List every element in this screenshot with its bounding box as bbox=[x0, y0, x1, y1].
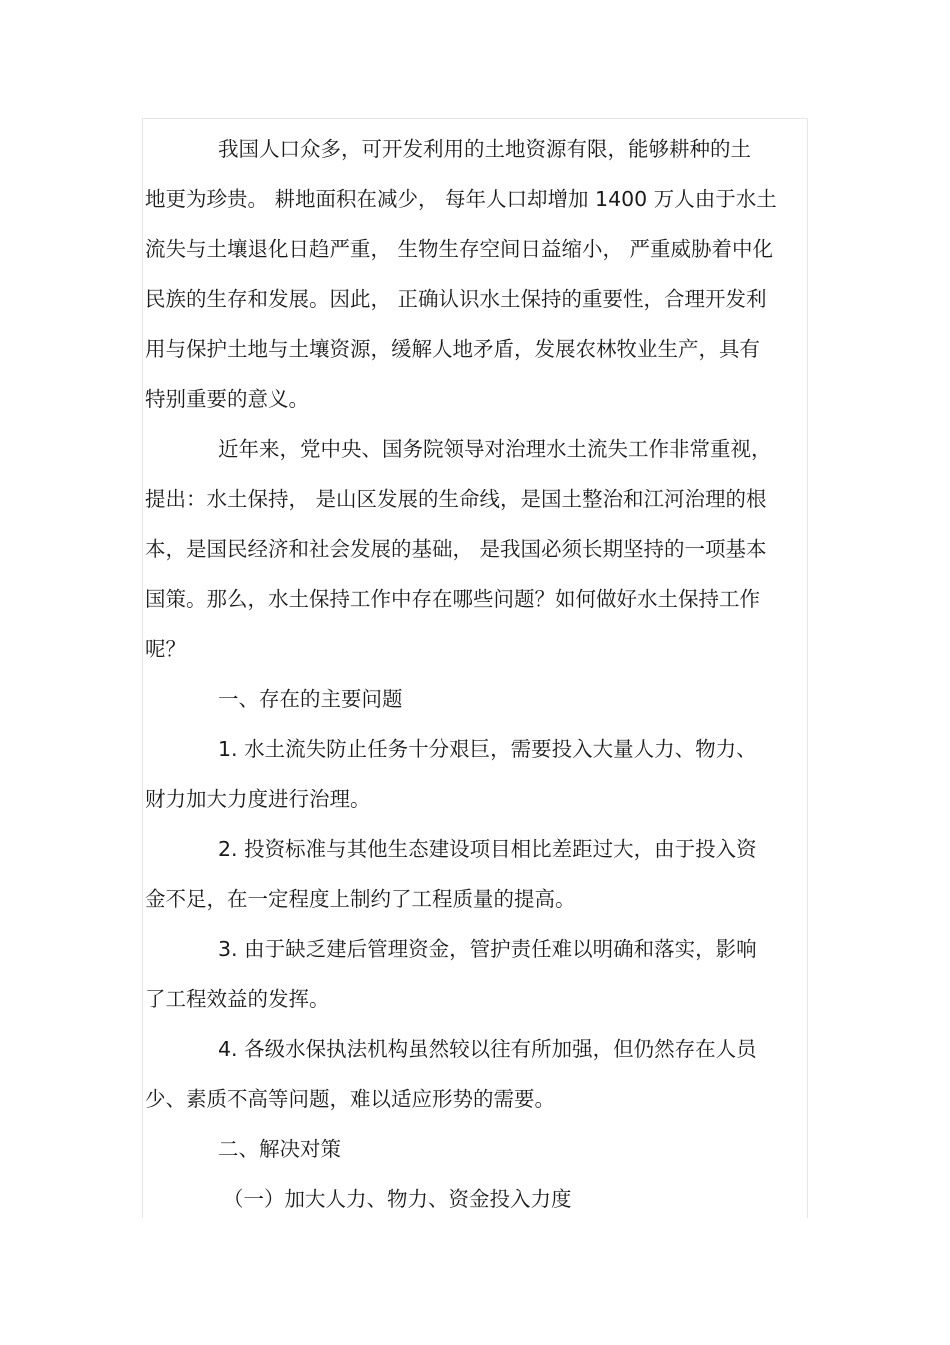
text-line: 国策。那么，水土保持工作中存在哪些问题？如何做好水土保持工作 bbox=[145, 587, 760, 611]
text-line: 流失与土壤退化日趋严重， 生物生存空间日益缩小， 严重威胁着中化 bbox=[145, 237, 774, 261]
document-body bbox=[145, 124, 805, 1224]
text-line: 少、素质不高等问题，难以适应形势的需要。 bbox=[145, 1087, 555, 1111]
section-heading-problems bbox=[145, 674, 805, 724]
text-line: 4. 各级水保执法机构虽然较以往有所加强，但仍然存在人员 bbox=[218, 1037, 757, 1061]
text-line: 我国人口众多，可开发利用的土地资源有限，能够耕种的土 bbox=[218, 137, 751, 161]
text-line: 民族的生存和发展。因此， 正确认识水土保持的重要性，合理开发利 bbox=[145, 287, 767, 311]
heading-text: （一）加大人力、物力、资金投入力度 bbox=[223, 1187, 572, 1211]
problem-item-3 bbox=[145, 924, 805, 1024]
text-line: 财力加大力度进行治理。 bbox=[145, 787, 371, 811]
problem-item-1 bbox=[145, 724, 805, 824]
problem-item-4 bbox=[145, 1024, 805, 1124]
text-line: 本，是国民经济和社会发展的基础， 是我国必须长期坚持的一项基本 bbox=[145, 537, 767, 561]
text-line: 呢？ bbox=[145, 637, 186, 661]
section-heading-solutions bbox=[145, 1124, 805, 1174]
subsection-heading-investment bbox=[145, 1174, 805, 1224]
text-line: 近年来，党中央、国务院领导对治理水土流失工作非常重视， bbox=[218, 437, 772, 461]
text-line: 用与保护土地与土壤资源，缓解人地矛盾，发展农林牧业生产，具有 bbox=[145, 337, 760, 361]
paragraph-policy bbox=[145, 424, 805, 674]
text-line: 2. 投资标准与其他生态建设项目相比差距过大，由于投入资 bbox=[218, 837, 757, 861]
heading-text: 二、解决对策 bbox=[218, 1137, 341, 1161]
problem-item-2 bbox=[145, 824, 805, 924]
text-line: 提出：水土保持， 是山区发展的生命线，是国土整治和江河治理的根 bbox=[145, 487, 767, 511]
text-line: 了工程效益的发挥。 bbox=[145, 987, 330, 1011]
paragraph-intro bbox=[145, 124, 805, 424]
text-line: 金不足，在一定程度上制约了工程质量的提高。 bbox=[145, 887, 576, 911]
text-line: 1. 水土流失防止任务十分艰巨，需要投入大量人力、物力、 bbox=[218, 737, 757, 761]
text-line: 3. 由于缺乏建后管理资金，管护责任难以明确和落实，影响 bbox=[218, 937, 757, 961]
heading-text: 一、存在的主要问题 bbox=[218, 687, 403, 711]
text-line: 特别重要的意义。 bbox=[145, 387, 309, 411]
text-line: 地更为珍贵。 耕地面积在减少， 每年人口却增加 1400 万人由于水土 bbox=[145, 187, 777, 211]
